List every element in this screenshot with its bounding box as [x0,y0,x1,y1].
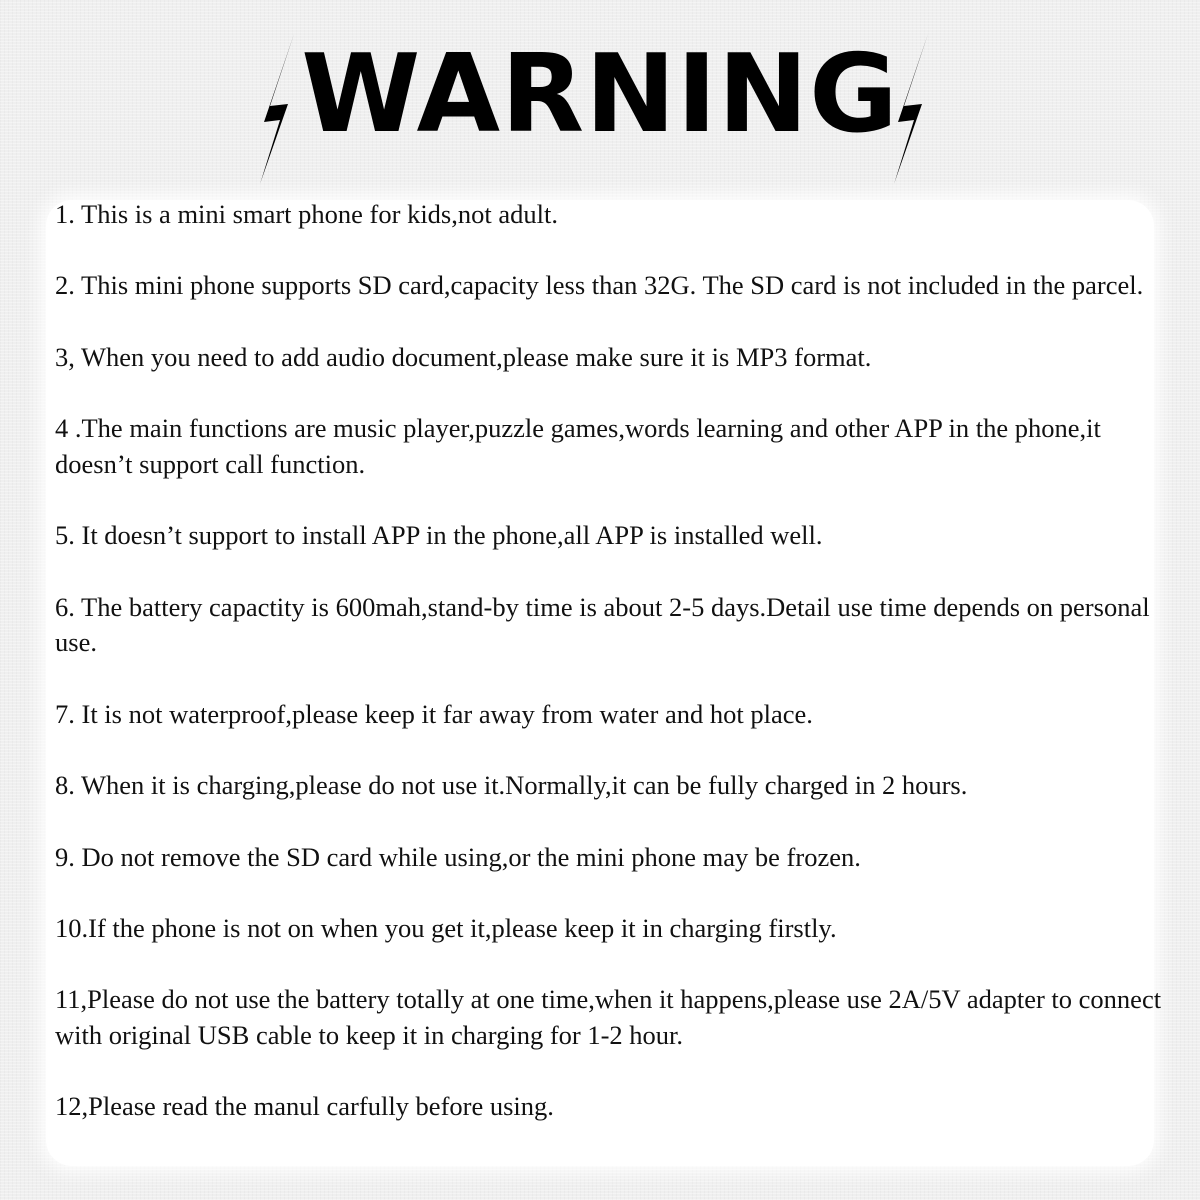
warning-item: 6. The battery capactity is 600mah,stand-by time is about 2-5 days.Detail use time depends on personal use. [55,591,1150,658]
warning-list [55,197,1165,1161]
warning-item: 3, When you need to add audio document,please make sure it is MP3 format. [55,341,872,372]
lightning-bolt-icon [892,34,942,184]
warning-header [0,22,1200,192]
warning-item: 1. This is a mini smart phone for kids,not adult. [55,199,558,229]
warning-item: 7. It is not waterproof,please keep it far away from water and hot place. [55,698,813,729]
warning-item: 8. When it is charging,please do not use it.Normally,it can be fully charged in 2 hours. [55,770,968,801]
warning-item: 5. It doesn’t support to install APP in the phone,all APP is installed well. [55,520,823,551]
warning-item: 11,Please do not use the battery totally at one time,when it happens,please use 2A/5V adapter to connect with original USB cable to keep it in charging for 1-2 hour. [55,984,1162,1051]
page-title: WARNING [301,32,899,157]
warning-item: 12,Please read the manul carfully before using. [55,1091,554,1122]
warning-item: 10.If the phone is not on when you get it,please keep it in charging firstly. [55,912,837,943]
warning-item: 4 .The main functions are music player,puzzle games,words learning and other APP in the phone,it doesn’t support call function. [55,413,1101,479]
warning-item: 2. This mini phone supports SD card,capacity less than 32G. The SD card is not included in the parcel. [55,270,1144,301]
warning-item: 9. Do not remove the SD card while using,or the mini phone may be frozen. [55,841,861,872]
